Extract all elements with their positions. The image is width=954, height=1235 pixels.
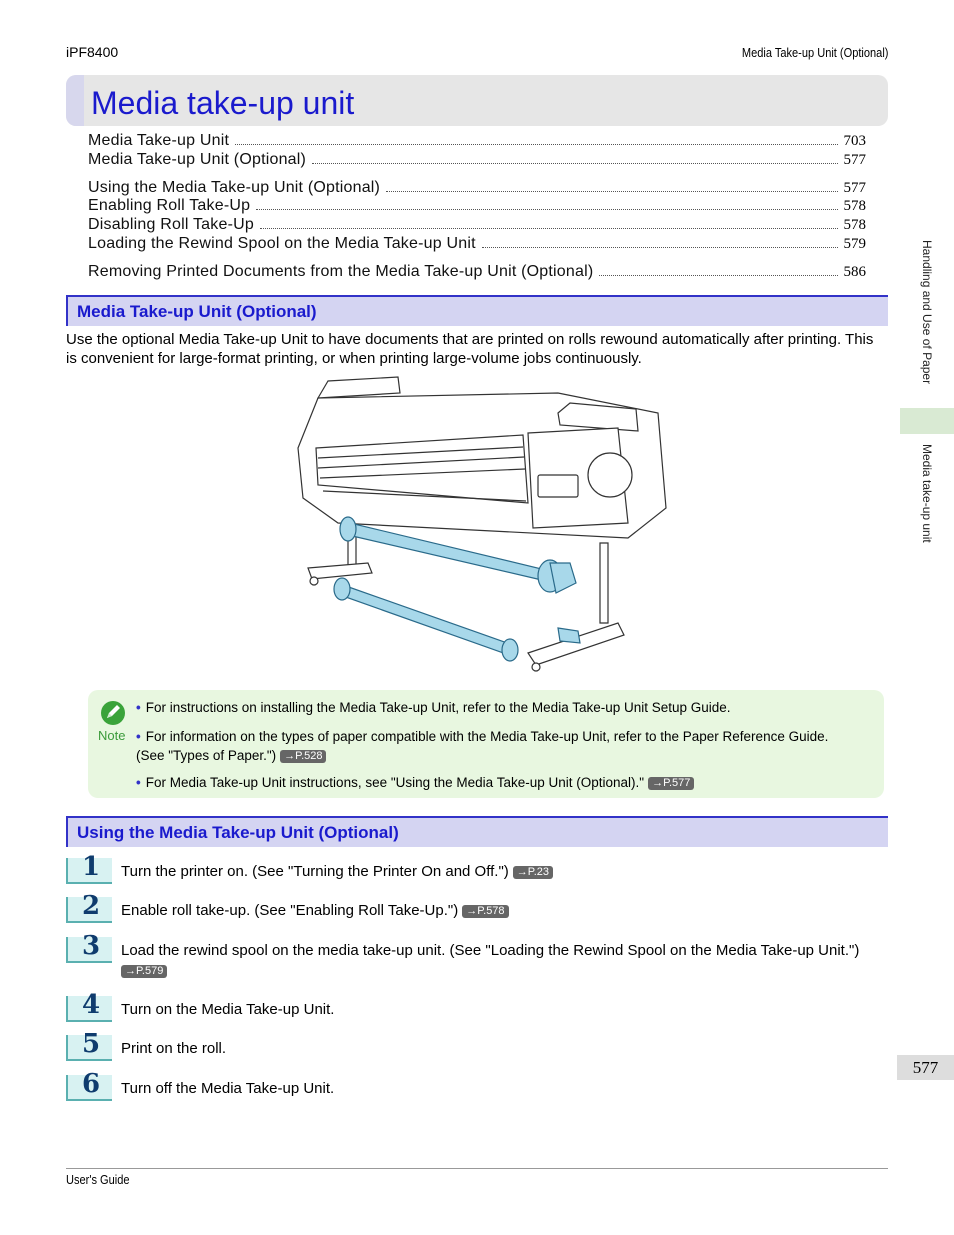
page-number: 577 [897, 1055, 954, 1080]
section-header [66, 816, 888, 847]
page-title: Media take-up unit [91, 85, 355, 121]
step-text: Turn the printer on. (See "Turning the Printer On and Off.") →P.23 [121, 862, 886, 882]
title-bar [66, 75, 888, 126]
note-item: • For information on the types of paper compatible with the Media Take-up Unit, refer to the Paper Reference Guide. (See "Types of Paper.") →P.528 [136, 729, 829, 763]
note-item-text: For instructions on installing the Media Take-up Unit, refer to the Media Take-up Unit Setup Guide. [145, 700, 731, 715]
sidebar-active-tab [900, 408, 954, 434]
note-pencil-icon [100, 700, 126, 726]
toc-item-label: Disabling Roll Take-Up [88, 216, 254, 233]
step-number: 5 [66, 1035, 112, 1061]
toc-item-page: 577 [843, 180, 866, 196]
sidebar-section-label: Media take-up unit [920, 444, 934, 543]
toc-item[interactable] [88, 235, 866, 254]
note-item: • For Media Take-up Unit instructions, see "Using the Media Take-up Unit (Optional)." →P.577 [136, 773, 856, 792]
toc-item-page: 578 [843, 198, 866, 214]
page-ref-link[interactable]: →P.578 [462, 905, 508, 918]
page-ref-link[interactable]: →P.528 [280, 750, 326, 763]
step-number: 1 [66, 858, 112, 884]
step-text: Print on the roll. [121, 1040, 227, 1057]
note-item-text: For information on the types of paper compatible with the Media Take-up Unit, refer to the Paper Reference Guide. (See "Types of Paper.") [136, 729, 829, 763]
step-text: Enable roll take-up. (See "Enabling Roll Take-Up.") →P.578 [121, 901, 886, 921]
header-section-name: Media Take-up Unit (Optional) [741, 45, 888, 60]
note-label: Note [98, 728, 126, 743]
page-ref-link[interactable]: →P.579 [121, 965, 167, 978]
footer-text: User's Guide [66, 1172, 130, 1187]
toc-item-label: Loading the Rewind Spool on the Media Take-up Unit [88, 235, 476, 252]
toc-item-page: 577 [843, 152, 866, 168]
section-title: Media Take-up Unit (Optional) [77, 302, 317, 321]
note-box [88, 690, 884, 798]
footer-divider [66, 1168, 888, 1169]
toc-item[interactable] [88, 216, 866, 235]
note-item: • For instructions on installing the Media Take-up Unit, refer to the Media Take-up Unit Setup Guide. [136, 700, 731, 715]
toc-item-page: 579 [843, 236, 866, 252]
toc-item-label: Enabling Roll Take-Up [88, 197, 251, 214]
step-number: 3 [66, 937, 112, 963]
toc-item-page: 578 [843, 217, 866, 233]
toc-item[interactable] [88, 263, 866, 282]
toc-item-label: Media Take-up Unit (Optional) [88, 151, 307, 168]
note-item-text: For Media Take-up Unit instructions, see "Using the Media Take-up Unit (Optional)." [145, 775, 645, 790]
toc-item[interactable] [88, 197, 866, 216]
toc-item-label: Removing Printed Documents from the Media Take-up Unit (Optional) [88, 263, 594, 280]
toc-item-page: 703 [843, 133, 866, 149]
toc-item[interactable] [88, 132, 866, 151]
step-text: Turn off the Media Take-up Unit. [121, 1080, 335, 1097]
toc-item-label: Using the Media Take-up Unit (Optional) [88, 179, 381, 196]
page-ref-link[interactable]: →P.577 [648, 777, 694, 790]
step-number: 2 [66, 897, 112, 923]
step-text: Load the rewind spool on the media take-up unit. (See "Loading the Rewind Spool on the Media Take-up Unit.") →P.579 [121, 942, 860, 977]
intro-paragraph: Use the optional Media Take-up Unit to have documents that are printed on rolls rewound automatically after printing. This is convenient for large-format printing, or when printing large-volume jobs continuously. [66, 331, 874, 367]
page-ref-link[interactable]: →P.23 [513, 866, 553, 879]
section-header [66, 295, 888, 326]
header-product-name: iPF8400 [66, 44, 119, 60]
toc-item[interactable] [88, 179, 866, 198]
toc-item-page: 586 [843, 264, 866, 280]
toc-item-label: Media Take-up Unit [88, 132, 230, 149]
step-number: 6 [66, 1075, 112, 1101]
step-text: Turn on the Media Take-up Unit. [121, 1001, 335, 1018]
section-title: Using the Media Take-up Unit (Optional) [77, 823, 399, 842]
printer-illustration [288, 373, 670, 683]
sidebar-chapter-label: Handling and Use of Paper [920, 240, 934, 385]
step-number: 4 [66, 996, 112, 1022]
toc-item[interactable] [88, 151, 866, 170]
